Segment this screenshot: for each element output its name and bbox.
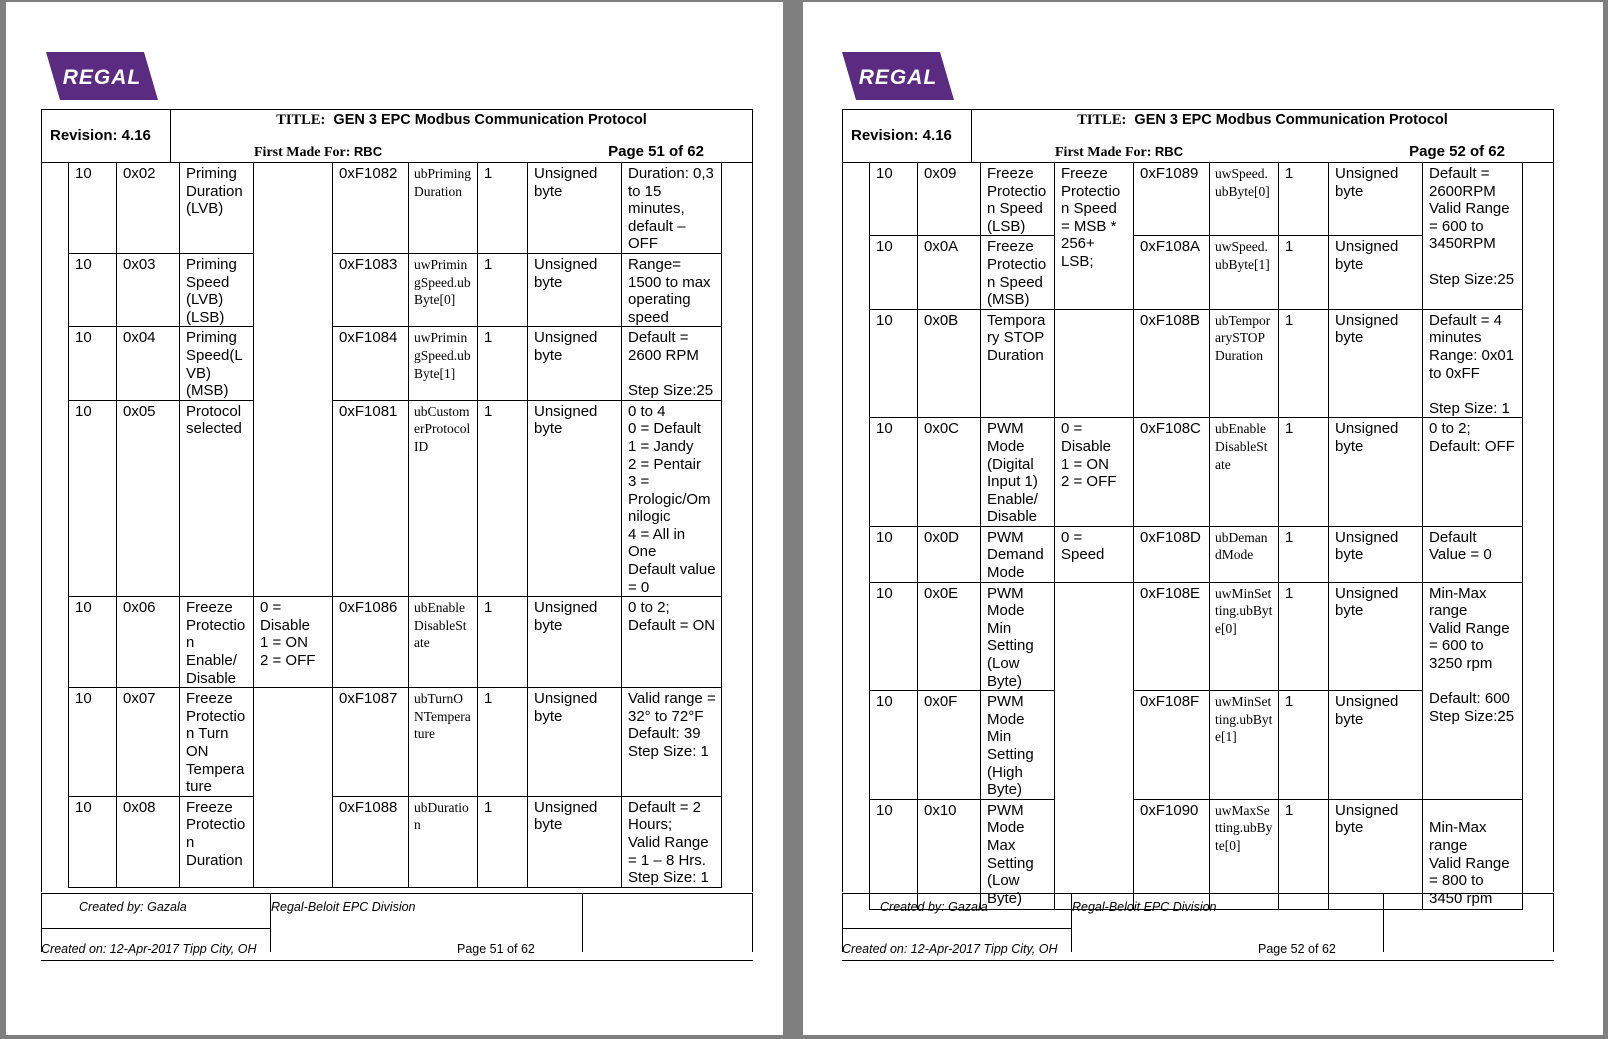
cell-var: uwMinSetting.ubByte[1] (1210, 691, 1279, 800)
cell-reg: 0xF1081 (333, 400, 409, 597)
cell-type: Unsigned byte (528, 163, 622, 254)
cell-addr: 0x0C (918, 418, 981, 527)
cell-values (254, 327, 333, 400)
cell-size: 1 (478, 597, 528, 688)
revision-label: Revision: 4.16 (851, 127, 952, 144)
table-row (69, 597, 722, 688)
cell-type: Unsigned byte (528, 327, 622, 400)
cell-var: ubEnableDisableState (409, 597, 478, 688)
regal-logo (842, 52, 954, 100)
cell-size: 1 (1279, 236, 1329, 309)
cell-name: Priming Speed (LVB) (LSB) (180, 253, 254, 326)
cell-values (254, 253, 333, 326)
cell-desc: Default = 2600 RPM Step Size:25 (622, 327, 722, 400)
cell-reg: 0xF1089 (1134, 163, 1210, 236)
cell-reg: 0xF1086 (333, 597, 409, 688)
cell-values (254, 688, 333, 797)
cell-fc: 10 (69, 327, 117, 400)
cell-name: Freeze Protection Speed (MSB) (981, 236, 1055, 309)
cell-reg: 0xF1084 (333, 327, 409, 400)
footer-page-number: Page 51 of 62 (457, 942, 535, 956)
page-number: Page 51 of 62 (608, 143, 704, 160)
table-row (69, 163, 722, 254)
cell-fc: 10 (69, 597, 117, 688)
cell-var: ubDuration (409, 796, 478, 887)
document-page-51 (6, 2, 783, 1035)
cell-addr: 0x0F (918, 691, 981, 800)
cell-name: Freeze Protection Enable/ Disable (180, 597, 254, 688)
cell-fc: 10 (870, 418, 918, 527)
regal-logo (46, 52, 158, 100)
cell-values (1055, 309, 1134, 418)
cell-size: 1 (1279, 526, 1329, 582)
cell-reg: 0xF1083 (333, 253, 409, 326)
cell-name: PWM Mode Min Setting (High Byte) (981, 691, 1055, 800)
cell-var: uwMinSetting.ubByte[0] (1210, 582, 1279, 691)
table-row (870, 526, 1523, 582)
cell-name: Freeze Protection Turn ON Temperature (180, 688, 254, 797)
cell-fc: 10 (870, 582, 918, 691)
cell-fc: 10 (870, 309, 918, 418)
table-row (870, 582, 1523, 691)
cell-values: 0 = Disable 1 = ON 2 = OFF (1055, 418, 1134, 527)
document-title: TITLE: GEN 3 EPC Modbus Communication Protocol (1077, 112, 1448, 128)
cell-values (254, 796, 333, 887)
cell-addr: 0x10 (918, 799, 981, 909)
table-row (69, 253, 722, 326)
cell-reg: 0xF1087 (333, 688, 409, 797)
cell-desc: Min-Max range Valid Range = 600 to 3250 rpm Default: 600 Step Size:25 (1423, 582, 1523, 799)
cell-reg: 0xF108B (1134, 309, 1210, 418)
division: Regal-Beloit EPC Division (1072, 900, 1217, 914)
first-made-for: First Made For: RBC (1055, 144, 1184, 160)
cell-var: uwPrimingSpeed.ubByte[1] (409, 327, 478, 400)
created-on: Created on: 12-Apr-2017 Tipp City, OH (842, 942, 1058, 956)
cell-desc: 0 to 2; Default: OFF (1423, 418, 1523, 527)
cell-reg: 0xF1082 (333, 163, 409, 254)
cell-var: uwSpeed.ubByte[1] (1210, 236, 1279, 309)
cell-addr: 0x05 (117, 400, 180, 597)
cell-size: 1 (1279, 799, 1329, 909)
cell-name: Freeze Protection Speed (LSB) (981, 163, 1055, 236)
cell-size: 1 (1279, 582, 1329, 691)
cell-name: PWM Mode Max Setting (Low Byte) (981, 799, 1055, 909)
cell-values (1055, 582, 1134, 909)
footer-page-number: Page 52 of 62 (1258, 942, 1336, 956)
cell-fc: 10 (870, 691, 918, 800)
table-row (69, 400, 722, 597)
page-header (41, 109, 753, 163)
cell-var: ubPrimingDuration (409, 163, 478, 254)
cell-desc: Default = 2600RPM Valid Range = 600 to 3450RPM Step Size:25 (1423, 163, 1523, 310)
cell-addr: 0x03 (117, 253, 180, 326)
cell-desc: 0 to 2; Default = ON (622, 597, 722, 688)
cell-size: 1 (478, 796, 528, 887)
cell-addr: 0x08 (117, 796, 180, 887)
cell-size: 1 (1279, 691, 1329, 800)
cell-addr: 0x07 (117, 688, 180, 797)
cell-var: ubTemporarySTOPDuration (1210, 309, 1279, 418)
cell-addr: 0x02 (117, 163, 180, 254)
logo-text: REGAL (62, 66, 142, 89)
cell-type: Unsigned byte (1329, 163, 1423, 236)
created-by: Created by: Gazala (79, 900, 187, 914)
table-row (870, 163, 1523, 236)
cell-size: 1 (1279, 418, 1329, 527)
cell-addr: 0x0E (918, 582, 981, 691)
cell-values (254, 400, 333, 597)
cell-values (254, 163, 333, 254)
cell-reg: 0xF108E (1134, 582, 1210, 691)
cell-reg: 0xF108F (1134, 691, 1210, 800)
cell-type: Unsigned byte (1329, 236, 1423, 309)
table-row (870, 418, 1523, 527)
cell-desc: Min-Max range Valid Range = 800 to 3450 rpm (1423, 799, 1523, 909)
cell-var: ubEnableDisableState (1210, 418, 1279, 527)
created-by: Created by: Gazala (880, 900, 988, 914)
logo-text: REGAL (858, 66, 938, 89)
page-footer (41, 893, 753, 956)
first-made-for: First Made For: RBC (254, 144, 383, 160)
cell-type: Unsigned byte (528, 400, 622, 597)
cell-type: Unsigned byte (528, 253, 622, 326)
division: Regal-Beloit EPC Division (271, 900, 416, 914)
cell-addr: 0x06 (117, 597, 180, 688)
cell-var: uwMaxSetting.ubByte[0] (1210, 799, 1279, 909)
cell-size: 1 (478, 163, 528, 254)
cell-name: PWM Mode Min Setting (Low Byte) (981, 582, 1055, 691)
cell-fc: 10 (870, 236, 918, 309)
cell-type: Unsigned byte (1329, 582, 1423, 691)
cell-reg: 0xF108D (1134, 526, 1210, 582)
cell-fc: 10 (69, 163, 117, 254)
cell-size: 1 (1279, 163, 1329, 236)
cell-values: 0 = Disable 1 = ON 2 = OFF (254, 597, 333, 688)
cell-fc: 10 (870, 526, 918, 582)
cell-size: 1 (478, 400, 528, 597)
cell-size: 1 (478, 327, 528, 400)
cell-desc: Range= 1500 to max operating speed (622, 253, 722, 326)
table-row (69, 796, 722, 887)
cell-desc: 0 to 4 0 = Default 1 = Jandy 2 = Pentair 3 = Prologic/Omnilogic 4 = All in One Default value = 0 (622, 400, 722, 597)
page-number: Page 52 of 62 (1409, 143, 1505, 160)
cell-type: Unsigned byte (528, 597, 622, 688)
cell-fc: 10 (870, 163, 918, 236)
cell-name: Freeze Protection Duration (180, 796, 254, 887)
cell-type: Unsigned byte (1329, 526, 1423, 582)
cell-reg: 0xF108C (1134, 418, 1210, 527)
table-row (870, 309, 1523, 418)
cell-var: ubCustomerProtocolID (409, 400, 478, 597)
cell-size: 1 (478, 253, 528, 326)
cell-fc: 10 (870, 799, 918, 909)
revision-label: Revision: 4.16 (50, 127, 151, 144)
cell-values: Freeze Protection Speed = MSB * 256+ LSB; (1055, 163, 1134, 310)
cell-name: Temporary STOP Duration (981, 309, 1055, 418)
cell-fc: 10 (69, 400, 117, 597)
cell-name: Priming Speed(LVB) (MSB) (180, 327, 254, 400)
table-row (69, 688, 722, 797)
document-title: TITLE: GEN 3 EPC Modbus Communication Protocol (276, 112, 647, 128)
register-table (869, 162, 1523, 910)
cell-var: ubDemandMode (1210, 526, 1279, 582)
cell-addr: 0x0A (918, 236, 981, 309)
cell-name: PWM Demand Mode (981, 526, 1055, 582)
cell-desc: Default = 4 minutes Range: 0x01 to 0xFF Step Size: 1 (1423, 309, 1523, 418)
cell-addr: 0x0D (918, 526, 981, 582)
cell-reg: 0xF1090 (1134, 799, 1210, 909)
created-on: Created on: 12-Apr-2017 Tipp City, OH (41, 942, 257, 956)
cell-var: uwPrimingSpeed.ubByte[0] (409, 253, 478, 326)
cell-name: Priming Duration (LVB) (180, 163, 254, 254)
cell-fc: 10 (69, 688, 117, 797)
cell-type: Unsigned byte (528, 688, 622, 797)
register-table (68, 162, 722, 888)
cell-fc: 10 (69, 796, 117, 887)
cell-addr: 0x04 (117, 327, 180, 400)
cell-desc: Default = 2 Hours; Valid Range = 1 – 8 Hrs. Step Size: 1 (622, 796, 722, 887)
cell-addr: 0x0B (918, 309, 981, 418)
cell-desc: Duration: 0,3 to 15 minutes, default – OFF (622, 163, 722, 254)
table-row (69, 327, 722, 400)
cell-desc: Valid range = 32° to 72°F Default: 39 Step Size: 1 (622, 688, 722, 797)
cell-var: uwSpeed.ubByte[0] (1210, 163, 1279, 236)
cell-name: Protocol selected (180, 400, 254, 597)
cell-desc: Default Value = 0 (1423, 526, 1523, 582)
cell-type: Unsigned byte (528, 796, 622, 887)
cell-fc: 10 (69, 253, 117, 326)
cell-reg: 0xF1088 (333, 796, 409, 887)
cell-type: Unsigned byte (1329, 309, 1423, 418)
cell-type: Unsigned byte (1329, 799, 1423, 909)
cell-var: ubTurnONTemperature (409, 688, 478, 797)
page-header (842, 109, 1554, 163)
cell-reg: 0xF108A (1134, 236, 1210, 309)
page-footer (842, 893, 1554, 956)
cell-name: PWM Mode (Digital Input 1) Enable/ Disable (981, 418, 1055, 527)
cell-type: Unsigned byte (1329, 418, 1423, 527)
cell-size: 1 (1279, 309, 1329, 418)
cell-values: 0 = Speed (1055, 526, 1134, 582)
cell-type: Unsigned byte (1329, 691, 1423, 800)
cell-addr: 0x09 (918, 163, 981, 236)
document-page-52 (803, 2, 1603, 1035)
cell-size: 1 (478, 688, 528, 797)
